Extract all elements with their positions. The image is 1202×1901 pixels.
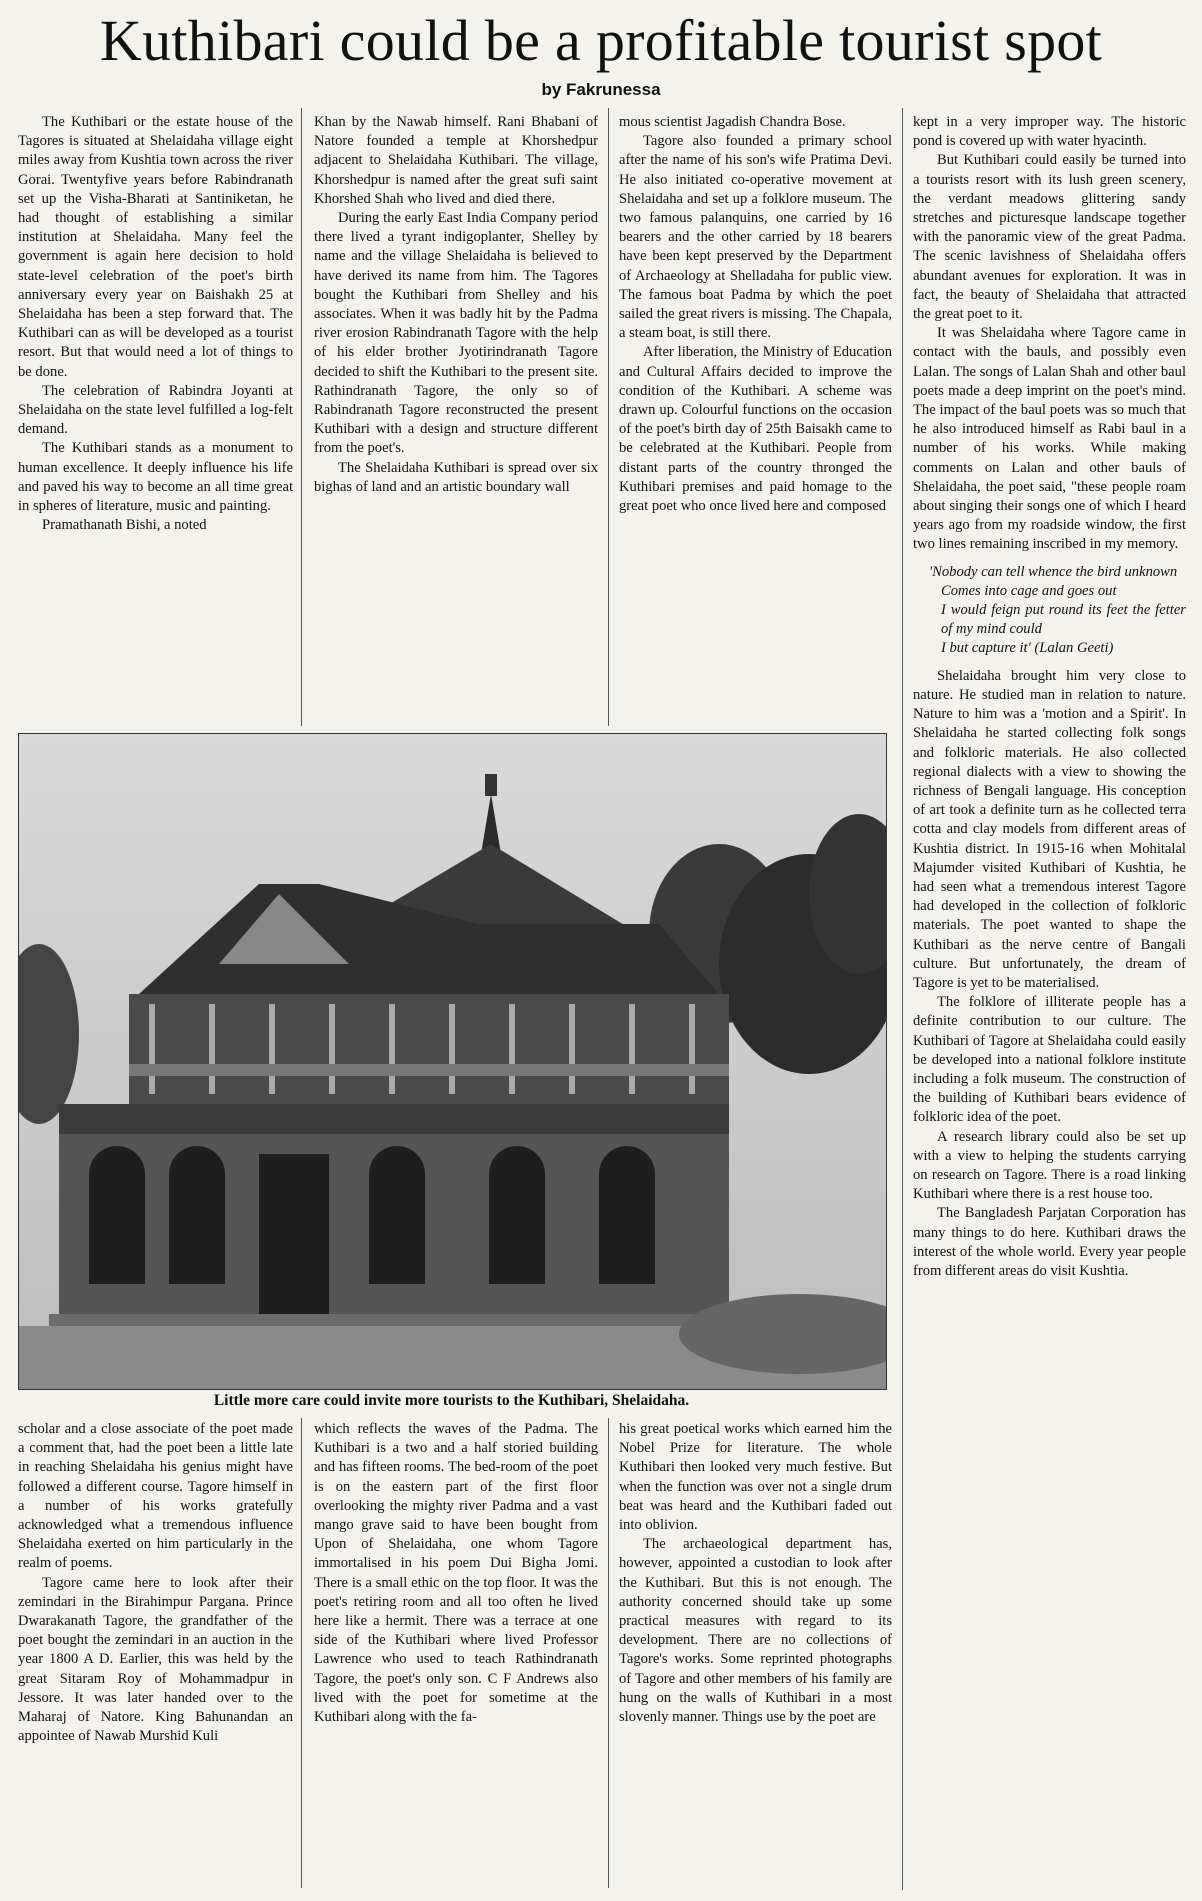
poem-line: Comes into cage and goes out: [941, 582, 1117, 599]
building-illustration: [19, 734, 886, 1389]
paragraph: Tagore came here to look after their zemindari in the Birahimpur Pargana. Prince Dwarakanath Tagore, the grandfather of the poet bought the zemindari in an auction in the year 1800 A D. Earlier, this was held by the great Sitaram Roy of Mohammadpur in Jessore. It was later handed over to the Maharaj of Natore. King Bahunandan an appointee of Nawab Murshid Kuli: [18, 1574, 293, 1745]
paragraph: The Bangladesh Parjatan Corporation has many things to do here. Kuthibari draws the interest of the whole world. Every year people from different areas do visit Kushtia.: [913, 1205, 1186, 1279]
paragraph: scholar and a close associate of the poet made a comment that, had the poet been a little late in reaching Shelaidaha his genius might have followed a different course. Tagore himself in a number of his works gratefully acknowledged what a tremendous influence Shelaidaha exerted on him particularly in the realm of poems.: [18, 1421, 293, 1572]
paragraph: The folklore of illiterate people has a definite contribution to our culture. The Kuthibari of Tagore at Shelaidaha could easily be developed into a national folklore institute including a folk museum. The construction of the building of Kuthibari bears evidence of folkloric idea of the poet.: [913, 994, 1186, 1126]
article-column-4: [913, 113, 1186, 1891]
column-rule: [608, 108, 609, 726]
column-rule: [301, 108, 302, 726]
paragraph: After liberation, the Ministry of Education and Cultural Affairs decided to improve the condition of the Kuthibari. A scheme was drawn up. Colourful functions on the occasion of the poet's birth day of 25th Baisakh came to be celebrated at the Kuthibari. People from distant parts of the country thronged the Kuthibari premises and paid homage to the great poet who once lived here and composed: [619, 344, 892, 515]
headline: Kuthibari could be a profitable tourist spot: [99, 8, 1103, 73]
paragraph: kept in a very improper way. The historic pond is covered up with water hyacinth.: [913, 114, 1186, 150]
paragraph: Shelaidaha brought him very close to nature. He studied man in relation to nature. Nature to him was a 'motion and a Spirit'. In Shelaidaha he started collecting folk songs and folkloric materials. He also collected regional dialects with a view to showing the richness of Bengali language. His conception of art took a definite turn as he collected terra cotta and clay models from different areas of Kushtia district. In 1915-16 when Mohitalal Majumder visited Kuthibari of Kushtia, he had seen what a tremendous interest Tagore had developed in the collection of folkloric materials. The poet wanted to shape the Kuthibari as the nerve centre of Bangali culture. But unfortunately, the dream of Tagore is yet to be materialised.: [913, 667, 1186, 991]
article-column-3-continued: [619, 1420, 892, 1890]
paragraph: It was Shelaidaha where Tagore came in contact with the bauls, and possibly even Lalan. The songs of Lalan Shah and other baul poets made a deep imprint on the poet's mind. The impact of the baul poets was so much that he also introduced himself as Rabi baul in a number of his works. While making comments on Lalan and other bauls of Shelaidaha, the poet said, "these people roam about singing their songs one of which I heard years ago from my roadside window, the first two lines remaining inscribed in my memory.: [913, 325, 1186, 553]
paragraph: But Kuthibari could easily be turned into a tourists resort with its lush green scenery, the verdant meadows glittering sandy stretches and picturesque landscape together with the panoramic view of the great Padma. The scenic lavishness of Shelaidaha offers abundant avenues for exploration. It was in fact, the beauty of Shelaidaha that attracted the great poet to it.: [913, 152, 1186, 323]
poem-line: I would feign put round its feet the fetter of my mind could: [941, 602, 1186, 638]
article-column-1-continued: [18, 1420, 293, 1890]
article-column-3: [619, 113, 892, 725]
column-rule: [301, 1418, 302, 1888]
article-column-2-continued: [314, 1420, 598, 1890]
article-column-2: [314, 113, 598, 725]
paragraph: which reflects the waves of the Padma. The Kuthibari is a two and a half storied building and has fifteen rooms. The bed-room of the poet is on the eastern part of the first floor overlooking the mighty river Padma and a vast mango grave said to have been bought from Upon of Shelaidaha, one whom Tagore immortalised in his poem Dui Bigha Jomi. There is a small ethic on the top floor. It was the poet's retiring room and all too often he lived here like a hermit. There was a terrace at one side of the Kuthibari where lived Professor Lawrence who used to teach Rathindranath Tagore, the poet's only son. C F Andrews also lived with the poet for sometime at the Kuthibari along with the fa-: [314, 1421, 598, 1726]
paragraph: Pramathanath Bishi, a noted: [42, 517, 207, 534]
paragraph: mous scientist Jagadish Chandra Bose.: [619, 114, 846, 130]
article-column-1: [18, 113, 293, 725]
column-rule: [902, 108, 903, 1890]
paragraph: The celebration of Rabindra Joyanti at Shelaidaha on the state level fulfilled a log-felt demand.: [18, 382, 293, 438]
poem-quote: [913, 563, 1186, 659]
paragraph: his great poetical works which earned him the Nobel Prize for literature. The whole Kuthibari then looked very much festive. But when the function was over not a single drum beat was heard and the Kuthibari faded out into oblivion.: [619, 1421, 892, 1534]
paragraph: During the early East India Company period there lived a tyrant indigoplanter, Shelley by name and the village Shelaidaha is believed to have derived its name from him. The Tagores bought the Kuthibari from Shelley and his associates. When it was badly hit by the Padma river erosion Rabindranath Tagore with the help of his elder brother Jyotirindranath Tagore decided to shift the Kuthibari to the present site. Rathindranath Tagore, the only so of Rabindranath Tagore reconstructed the present Kuthibari with a design and structure different from the poet's.: [314, 210, 598, 457]
paragraph: The Kuthibari or the estate house of the Tagores is situated at Shelaidaha village eight miles away from Kushtia town across the river Gorai. Twentyfive years before Rabindranath set up the Visha-Bharati at Santiniketan, he had thought of establishing a similar institution at Shelaidaha. Many feel the government is again here decision to hold state-level celebration of the poet's birth anniversary every year on Baishakh 25 at Shelaidaha has been a step forward that. The Kuthibari can as will be developed as a tourist resort. But that would need a lot of things to be done.: [18, 114, 293, 380]
paragraph: Tagore also founded a primary school after the name of his son's wife Pratima Devi. He also initiated co-operative movement at Shelaidaha and set up a folklore museum. The two famous palanquins, one carried by 16 bearers and the other carried by 18 bearers have been kept preserved by the Department of Archaeology at Shelladaha for public view. The famous boat Padma by which the poet sailed the great rivers is missing. The Chapala, a steam boat, is still there.: [619, 133, 892, 342]
byline: by Fakrunessa: [541, 80, 661, 99]
kuthibari-photo: [18, 733, 887, 1390]
photo-caption: Little more care could invite more tourists to the Kuthibari, Shelaidaha.: [213, 1392, 690, 1409]
paragraph: The Kuthibari stands as a monument to human excellence. It deeply influence his life and paved his way to become an all time great in spheres of literature, music and painting.: [18, 440, 293, 515]
poem-line: 'Nobody can tell whence the bird unknown: [929, 563, 1178, 580]
paragraph: The archaeological department has, however, appointed a custodian to look after the Kuthibari. But this is not enough. The authority concerned should take up some practical measures with regard to its development. There are no collections of Tagore's works. Some reprinted photographs of Tagore and other members of his family are hung on the walls of Kuthibari in a most slovenly manner. Things use by the poet are: [619, 1536, 892, 1726]
column-rule: [608, 1418, 609, 1888]
paragraph: A research library could also be set up with a view to helping the students carrying on research on Tagore. There is a road linking Kuthibari where there is a rest house too.: [913, 1128, 1186, 1203]
poem-line: I but capture it' (Lalan Geeti): [941, 640, 1114, 657]
paragraph: Khan by the Nawab himself. Rani Bhabani of Natore founded a temple at Khorshedpur adjacent to Shelaidaha Kuthibari. The village, Khorshedpur is named after the great sufi saint Khorshed Shah who lived and died there.: [314, 114, 598, 207]
paragraph: The Shelaidaha Kuthibari is spread over six bighas of land and an artistic boundary wall: [314, 459, 598, 495]
